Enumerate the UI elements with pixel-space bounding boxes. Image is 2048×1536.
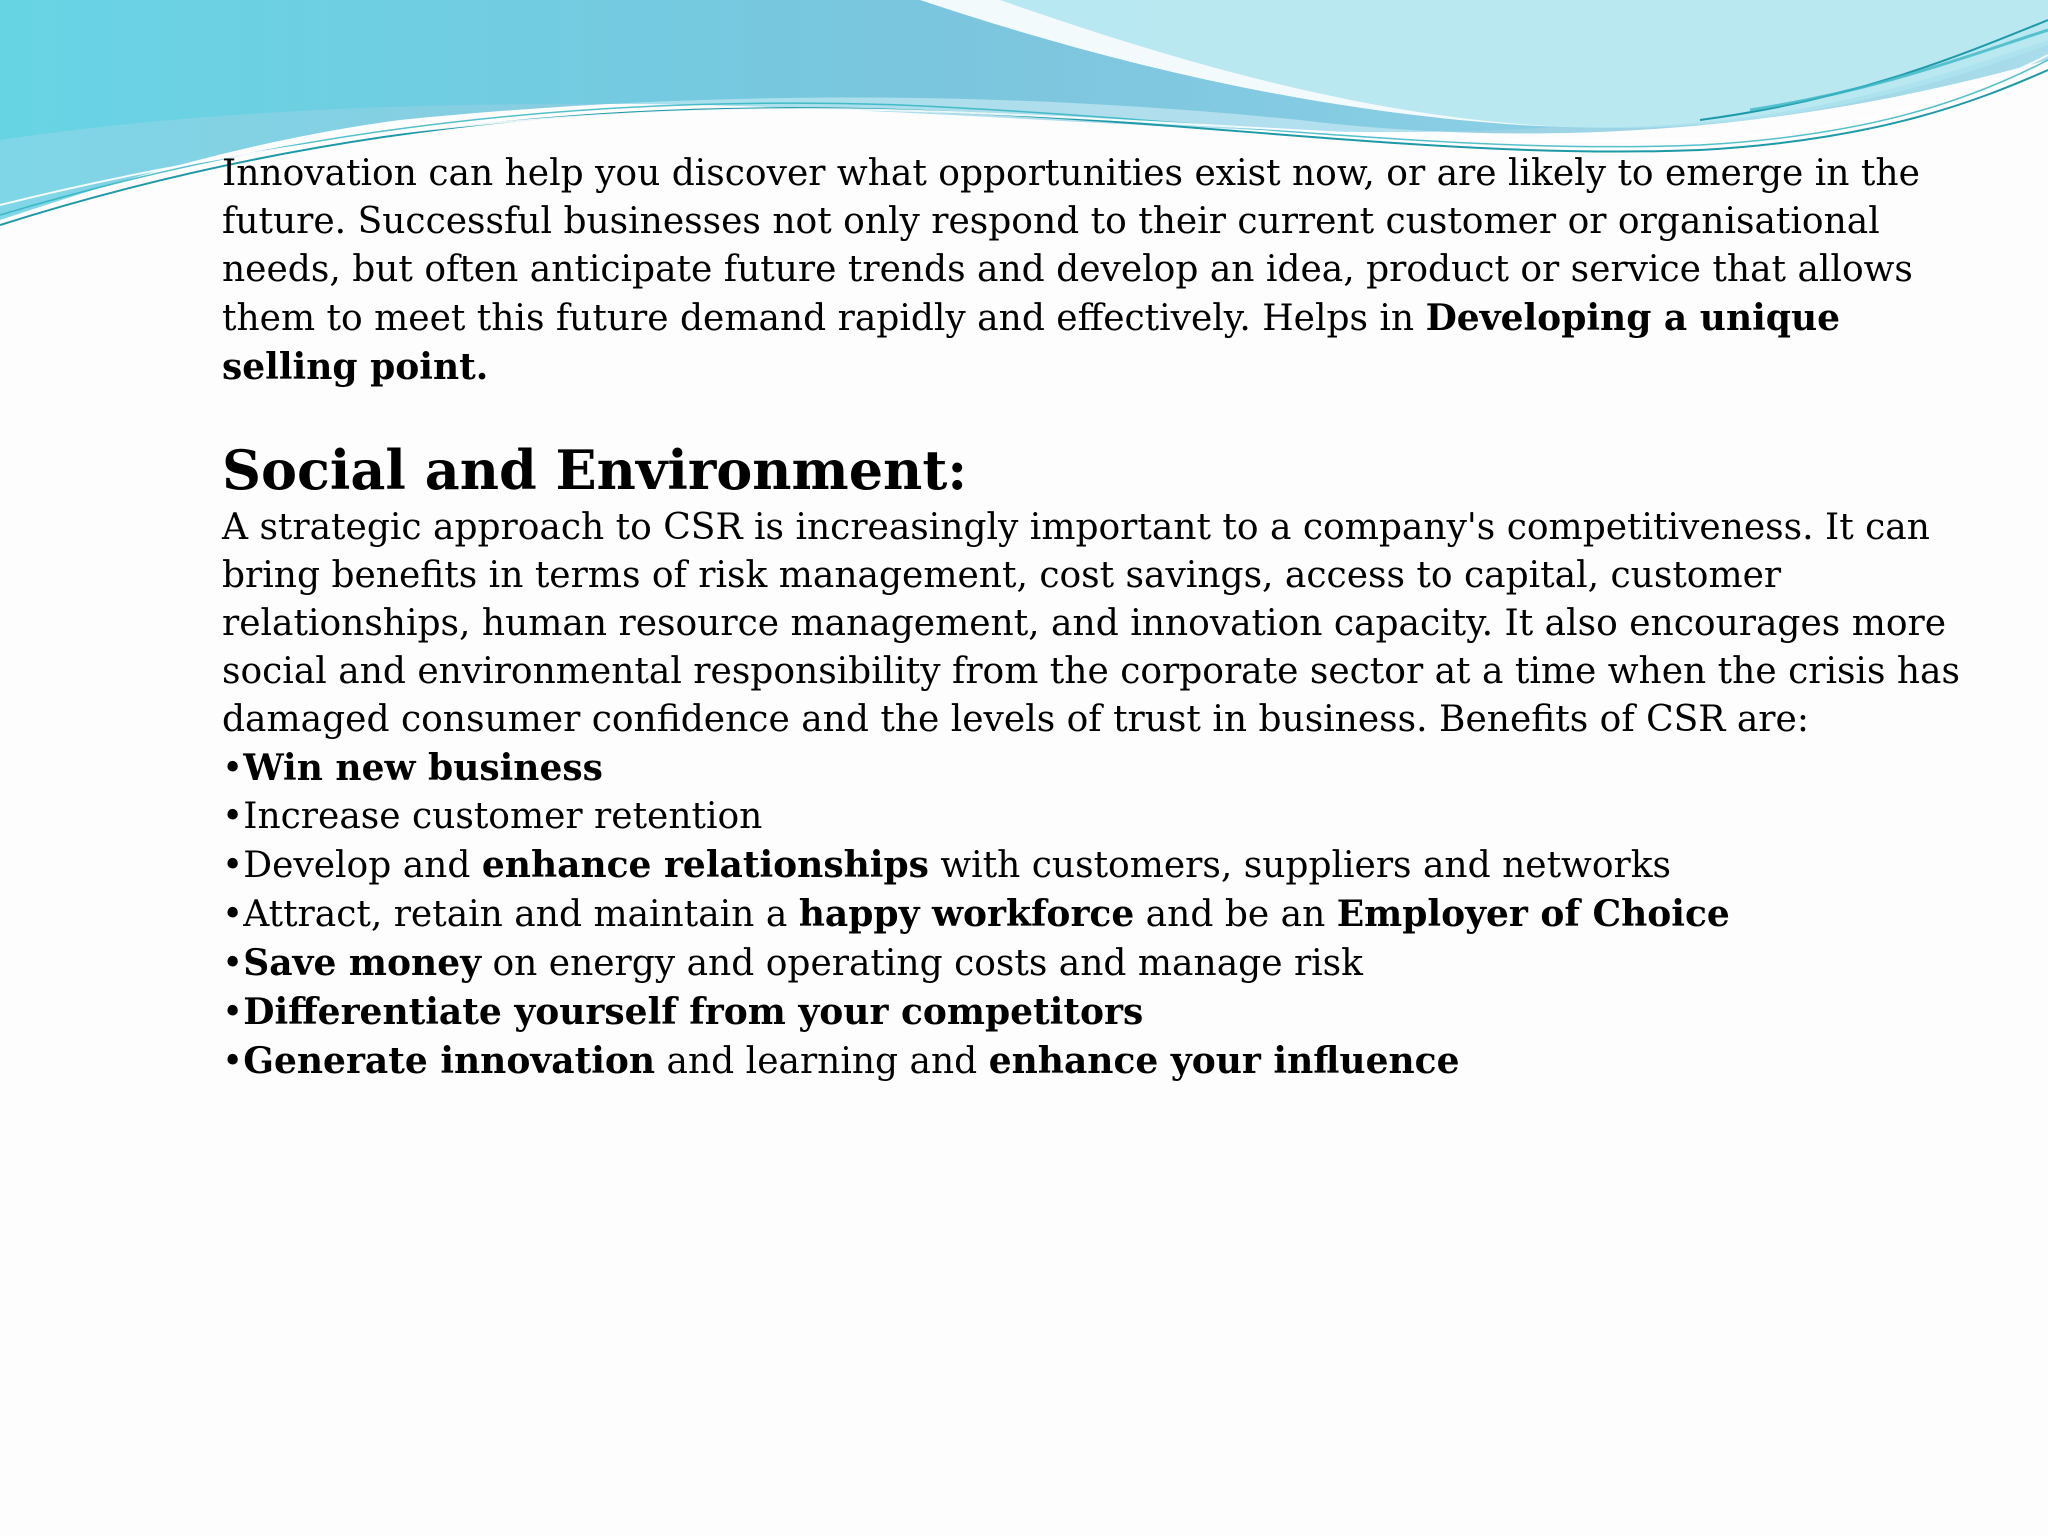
bullet-marker: •	[222, 894, 244, 935]
bullet-marker: •	[222, 748, 244, 789]
bullet-text: with customers, suppliers and networks	[928, 845, 1672, 886]
bullet-bold-text: Employer of Choice	[1336, 893, 1730, 935]
bullet-bold-text: Generate innovation	[243, 1040, 656, 1082]
intro-text: Innovation can help you discover what opportunities exist now, or are likely to emerge in the future. Successful businesses not only respond to their current customer or organisational needs, but often anticipate future trends and develop an idea, product or service that allows them to meet this future demand rapidly and effectively. Helps in	[222, 153, 1920, 339]
bullet-marker: •	[222, 943, 244, 984]
list-item	[222, 1037, 1962, 1086]
bullet-marker: •	[222, 1041, 244, 1082]
section-heading: Social and Environment:	[222, 438, 968, 502]
list-item	[222, 988, 1962, 1037]
bullet-marker: •	[222, 796, 244, 837]
bullet-text: Develop and	[243, 845, 482, 886]
bullet-text: Attract, retain and maintain a	[243, 894, 799, 935]
bullet-text: Increase customer retention	[243, 796, 763, 837]
benefits-list	[222, 744, 1962, 1086]
bullet-bold-text: enhance your influence	[988, 1040, 1460, 1082]
bullet-marker: •	[222, 992, 244, 1033]
list-item	[222, 939, 1962, 988]
slide-content	[222, 150, 1962, 1086]
bullet-text: on energy and operating costs and manage risk	[481, 943, 1363, 984]
list-item	[222, 744, 1962, 793]
bullet-bold-text: Win new business	[243, 747, 603, 789]
bullet-marker: •	[222, 845, 244, 886]
bullet-text: and learning and	[655, 1041, 989, 1082]
list-item	[222, 890, 1962, 939]
bullet-bold-text: happy workforce	[798, 893, 1135, 935]
intro-bold-text: Developing a unique selling point.	[222, 297, 1841, 388]
intro-paragraph	[222, 150, 1962, 392]
bullet-bold-text: Save money	[243, 942, 482, 984]
list-item	[222, 793, 1962, 841]
list-item	[222, 841, 1962, 890]
bullet-bold-text: Differentiate yourself from your competitors	[243, 991, 1144, 1033]
bullet-text: and be an	[1134, 894, 1337, 935]
section-body: A strategic approach to CSR is increasingly important to a company's competitiveness. It can bring benefits in terms of risk management, cost savings, access to capital, customer relationships, human resource management, and innovation capacity. It also encourages more social and environmental responsibility from the corporate sector at a time when the crisis has damaged consumer confidence and the levels of trust in business. Benefits of CSR are:	[222, 507, 1960, 740]
bullet-bold-text: enhance relationships	[481, 844, 929, 886]
